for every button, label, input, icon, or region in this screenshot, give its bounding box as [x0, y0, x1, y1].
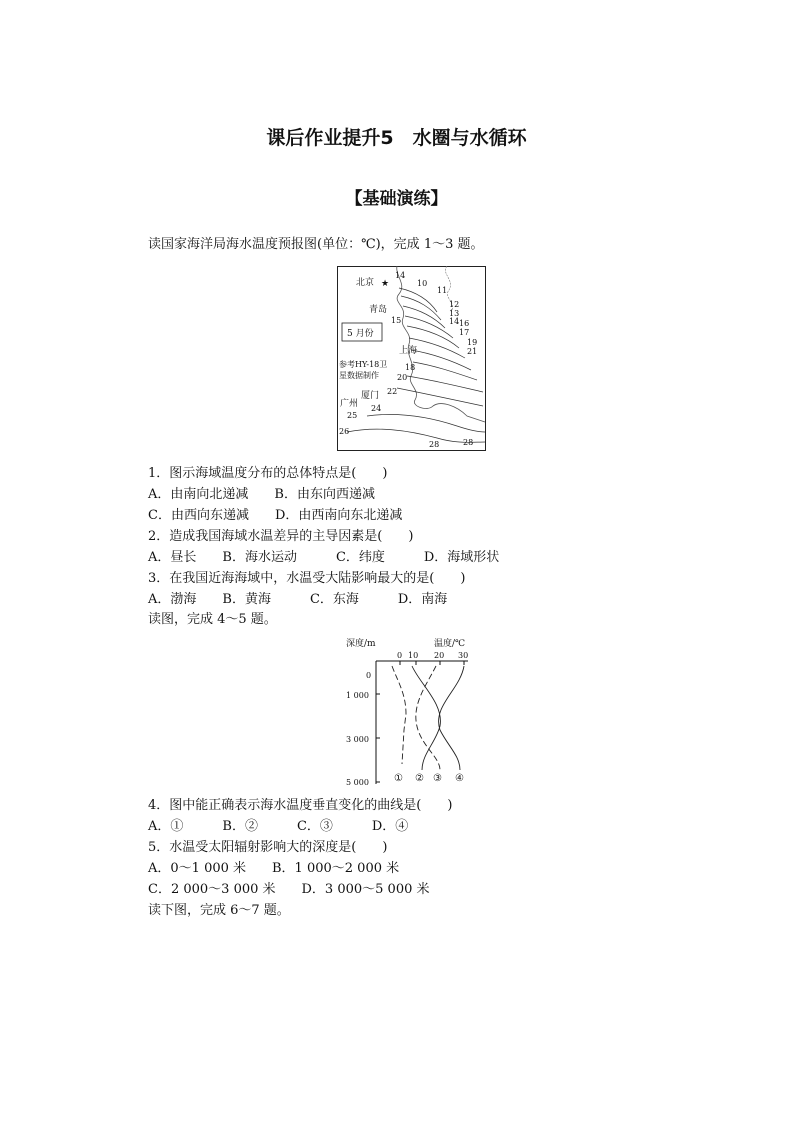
- city-qingdao: 青岛: [369, 305, 388, 315]
- question-2: 2．造成我国海域水温差异的主导因素是( ): [148, 529, 414, 544]
- isotherm-label: 19: [467, 338, 478, 347]
- question-5-options: C．2 000～3 000 米 D．3 000～5 000 米: [148, 882, 430, 897]
- isotherm-label: 28: [463, 438, 474, 447]
- question-3-options: A．渤海 B．黄海 C．东海 D．南海: [148, 592, 448, 607]
- x-tick: 20: [434, 651, 445, 660]
- isotherm-label: 20: [397, 373, 408, 382]
- isotherm-label: 13: [449, 309, 460, 318]
- y-tick: 0: [366, 671, 372, 680]
- intro-text-3: 读下图，完成 6～7 题。: [148, 903, 290, 918]
- isotherm-label: 11: [437, 286, 448, 295]
- question-2-options: A．昼长 B．海水运动 C．纬度 D．海域形状: [148, 550, 500, 565]
- page-title: 课后作业提升5 水圈与水循环: [266, 127, 527, 149]
- question-1-options: A．由南向北递减 B．由东向西递减: [148, 487, 375, 502]
- y-tick: 5 000: [346, 778, 369, 787]
- isotherm-label: 16: [459, 319, 470, 328]
- question-1-options: C．由西向东递减 D．由西南向东北递减: [148, 508, 403, 523]
- svg-text:★: ★: [381, 279, 390, 289]
- section-heading: 【基础演练】: [345, 189, 448, 209]
- y-tick: 3 000: [346, 735, 369, 744]
- x-tick: 30: [458, 651, 469, 660]
- depth-temperature-chart: [340, 634, 480, 788]
- y-tick: 1 000: [346, 691, 369, 700]
- city-guangzhou: 广州: [340, 399, 359, 409]
- intro-text-2: 读图，完成 4～5 题。: [148, 612, 277, 627]
- isotherm-label: 18: [405, 363, 416, 372]
- isotherm-label: 12: [449, 300, 460, 309]
- curve-label-2: ②: [415, 773, 424, 784]
- curve-label-3: ③: [433, 773, 442, 784]
- question-1: 1．图示海域温度分布的总体特点是( ): [148, 466, 388, 481]
- isotherm-label: 14: [449, 317, 460, 326]
- month-label: 5 月份: [347, 329, 374, 339]
- question-4-options: A．① B．② C．③ D．④: [148, 819, 409, 834]
- city-shanghai: 上海: [399, 346, 418, 356]
- isotherm-label: 17: [459, 328, 470, 337]
- curve-label-1: ①: [394, 773, 403, 784]
- question-4: 4．图中能正确表示海水温度垂直变化的曲线是( ): [148, 798, 453, 813]
- intro-text-1: 读国家海洋局海水温度预报图(单位：℃)，完成 1～3 题。: [148, 237, 484, 252]
- isotherm-label: 28: [429, 440, 440, 449]
- city-xiamen: 厦门: [361, 391, 380, 401]
- chart-xlabel: 温度/℃: [434, 639, 466, 649]
- x-tick: 0: [397, 651, 403, 660]
- question-5: 5．水温受太阳辐射影响大的深度是( ): [148, 840, 388, 855]
- isotherm-label: 26: [339, 427, 350, 436]
- isotherm-label: 14: [395, 271, 406, 280]
- isotherm-label: 25: [347, 411, 358, 420]
- city-beijing: 北京: [356, 278, 375, 288]
- isotherm-label: 22: [387, 387, 398, 396]
- question-3: 3．在我国近海海域中，水温受大陆影响最大的是( ): [148, 571, 466, 586]
- source-line-2: 星数据制作: [339, 371, 379, 380]
- isotherm-label: 10: [417, 279, 428, 288]
- isotherm-label: 15: [391, 316, 402, 325]
- curve-label-4: ④: [455, 773, 464, 784]
- chart-ylabel: 深度/m: [346, 639, 376, 649]
- isotherm-label: 24: [371, 404, 382, 413]
- sea-temperature-map: [337, 266, 487, 452]
- isotherm-label: 21: [467, 347, 478, 356]
- source-line-1: 参考HY-18卫: [339, 360, 388, 369]
- x-tick: 10: [408, 651, 419, 660]
- question-5-options: A．0～1 000 米 B．1 000～2 000 米: [148, 861, 400, 876]
